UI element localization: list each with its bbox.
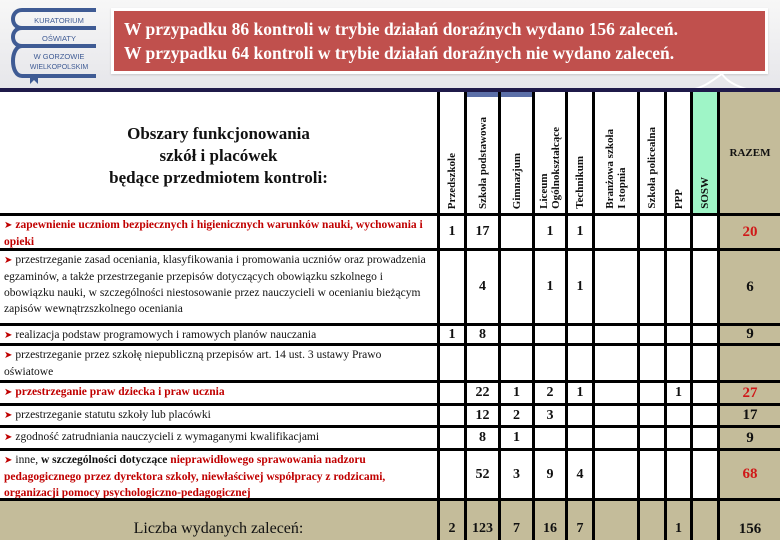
col-label [604,127,628,213]
col-label-line-2: Ogólnokształcące [550,127,562,209]
footer-sum-cell: 2 [440,501,467,540]
footer-sum-cell [640,501,667,540]
bullet-arrow-icon: ➤ [4,387,13,398]
value-cell: 4 [568,451,595,501]
value-cell [595,428,640,451]
value-cell [693,346,720,383]
logo-line-2: OŚWIATY [41,34,77,43]
value-cell [595,383,640,406]
value-cell [640,216,667,251]
value-cell [440,383,467,406]
value-cell [568,428,595,451]
logo-line-1: KURATORIUM [34,16,84,25]
footer-sum-cell [693,501,720,540]
row-description [0,346,440,383]
row-text: przestrzeganie praw dziecka i praw ucznia [15,386,225,398]
value-cell: 1 [568,216,595,251]
value-cell [640,428,667,451]
row-total: 6 [720,251,780,326]
banner-line-2: W przypadku 64 kontroli w trybie działań doraźnych nie wydano zaleceń. [124,43,675,63]
value-cell: 8 [467,326,501,346]
value-cell [467,346,501,383]
col-label: Szkoła policealna [646,127,658,209]
footer-sum-cell: 123 [467,501,501,540]
value-cell [568,326,595,346]
value-cell [693,216,720,251]
value-cell [595,326,640,346]
value-cell [440,451,467,501]
value-cell [440,346,467,383]
logo-line-3: W GORZOWIE [33,52,85,61]
bullet-arrow-icon: ➤ [4,410,13,421]
row-total [720,346,780,383]
value-cell: 3 [535,406,568,428]
value-cell [501,346,535,383]
value-cell [640,383,667,406]
value-cell: 12 [467,406,501,428]
row-text: realizacja podstaw programowych i ramowych planów nauczania [15,329,317,341]
bullet-arrow-icon: ➤ [4,432,13,443]
value-cell: 22 [467,383,501,406]
value-cell [640,406,667,428]
value-cell [667,406,693,428]
row-text-bold: w szczególności dotyczące [40,454,171,466]
row-description [0,326,440,346]
value-cell: 9 [535,451,568,501]
value-cell [693,383,720,406]
value-cell [595,451,640,501]
row-text: przestrzeganie przez szkołę niepubliczną przepisów art. 14 ust. 3 ustawy Prawo oświatowe [4,349,382,378]
value-cell [595,251,640,326]
row-total: 9 [720,428,780,451]
value-cell: 17 [467,216,501,251]
value-cell [693,428,720,451]
row-total: 20 [720,216,780,251]
value-cell [595,216,640,251]
bullet-arrow-icon: ➤ [4,255,13,266]
header-description-cell [0,92,440,216]
row-text: przestrzeganie statutu szkoły lub placówki [15,409,211,421]
value-cell [667,251,693,326]
row-text-plain: inne, [15,454,41,466]
col-label: PPP [672,188,685,209]
row-text-red: nieprawidłowego sprawowania nadzoru pedagogicznego przez dyrektora szkoły, niewłaściwej współpracy z rodzicami, organizacji pomocy psychologiczno-pedagogicznej [4,454,386,499]
summary-banner [114,11,765,71]
footer-sum-cell: 7 [568,501,595,540]
value-cell [568,346,595,383]
col-header-branzowa [595,92,640,216]
value-cell [595,346,640,383]
banner-frame [111,8,768,74]
col-header-sosw [693,92,720,216]
header-desc-line-1: Obszary funkcjonowania [127,123,310,143]
footer-sum-cell: 16 [535,501,568,540]
value-cell: 1 [568,251,595,326]
value-cell [501,326,535,346]
col-label: Przedszkole [446,152,458,209]
kuratorium-logo [4,4,108,84]
col-label-line-2: I stopnia [616,167,628,209]
bullet-arrow-icon: ➤ [4,455,13,466]
value-cell: 1 [440,216,467,251]
col-header-technikum [568,92,595,216]
header-desc-line-2: szkół i placówek [159,145,278,165]
col-header-liceum [535,92,568,216]
value-cell [667,451,693,501]
value-cell [640,251,667,326]
value-cell [693,451,720,501]
value-cell [667,346,693,383]
row-total: 27 [720,383,780,406]
value-cell: 1 [667,383,693,406]
row-description [0,383,440,406]
slide-header [0,0,780,88]
recommendations-table [0,92,780,540]
value-cell [667,326,693,346]
value-cell [595,406,640,428]
footer-sum-cell [595,501,640,540]
value-cell: 8 [467,428,501,451]
value-cell: 52 [467,451,501,501]
col-label: RAZEM [729,146,771,159]
col-label: Szkoła podstawowa [476,117,489,209]
col-header-gimnazjum [501,92,535,216]
bullet-arrow-icon: ➤ [4,220,13,231]
col-header-razem [720,92,780,216]
value-cell: 1 [440,326,467,346]
value-cell [568,406,595,428]
bullet-arrow-icon: ➤ [4,350,13,361]
col-label: Technikum [574,156,586,209]
value-cell [640,451,667,501]
col-header-ppp [667,92,693,216]
row-description [0,251,440,326]
value-cell [535,346,568,383]
value-cell [693,251,720,326]
value-cell [667,428,693,451]
header-accent-strip [501,92,532,97]
col-label: Gimnazjum [510,152,523,209]
footer-label: Liczba wydanych zaleceń: [0,501,440,540]
value-cell [640,326,667,346]
row-text: zgodność zatrudniania nauczycieli z wymaganymi kwalifikacjami [15,431,320,443]
row-text: przestrzeganie zasad oceniania, klasyfikowania i promowania uczniów oraz prowadzenia egzaminów, a także przestrzeganie przepisów dotyczących obowiązku szkolnego i obowiązku nauki, w szczególności niestosowanie przez nauczycieli w ocenianiu bieżącym zapisów wewnątrzszkolnego oceniania [4,254,426,315]
row-description [0,216,440,251]
value-cell: 2 [535,383,568,406]
row-total: 17 [720,406,780,428]
row-total: 68 [720,451,780,501]
col-header-policealna [640,92,667,216]
value-cell [501,216,535,251]
row-description [0,428,440,451]
value-cell [667,216,693,251]
value-cell [535,326,568,346]
logo-line-4: WIELKOPOLSKIM [29,64,89,71]
value-cell: 1 [501,383,535,406]
value-cell: 2 [501,406,535,428]
value-cell: 1 [535,251,568,326]
col-label: SOSW [699,177,711,209]
value-cell: 1 [501,428,535,451]
value-cell [440,406,467,428]
footer-sum-cell: 1 [667,501,693,540]
col-label [538,125,562,213]
footer-sum-cell: 7 [501,501,535,540]
value-cell: 3 [501,451,535,501]
row-text: zapewnienie uczniom bezpiecznych i higienicznych warunków nauki, wychowania i opieki [4,219,423,248]
col-label-line-1: Liceum [538,173,550,209]
header-accent-strip [467,92,498,97]
row-total: 9 [720,326,780,346]
value-cell [440,428,467,451]
row-description [0,406,440,428]
grand-total: 156 [720,501,780,540]
col-header-przedszkole [440,92,467,216]
value-cell [640,346,667,383]
bullet-arrow-icon: ➤ [4,330,13,341]
header-desc-line-3: będące przedmiotem kontroli: [109,167,328,187]
value-cell [501,251,535,326]
col-header-szkola-podstawowa [467,92,501,216]
banner-line-1: W przypadku 86 kontroli w trybie działań doraźnych wydano 156 zaleceń. [124,19,679,39]
value-cell [693,406,720,428]
row-description [0,451,440,501]
value-cell: 1 [535,216,568,251]
col-label-line-1: Branżowa szkoła [604,129,616,209]
value-cell [693,326,720,346]
value-cell [440,251,467,326]
value-cell [535,428,568,451]
value-cell: 4 [467,251,501,326]
value-cell: 1 [568,383,595,406]
